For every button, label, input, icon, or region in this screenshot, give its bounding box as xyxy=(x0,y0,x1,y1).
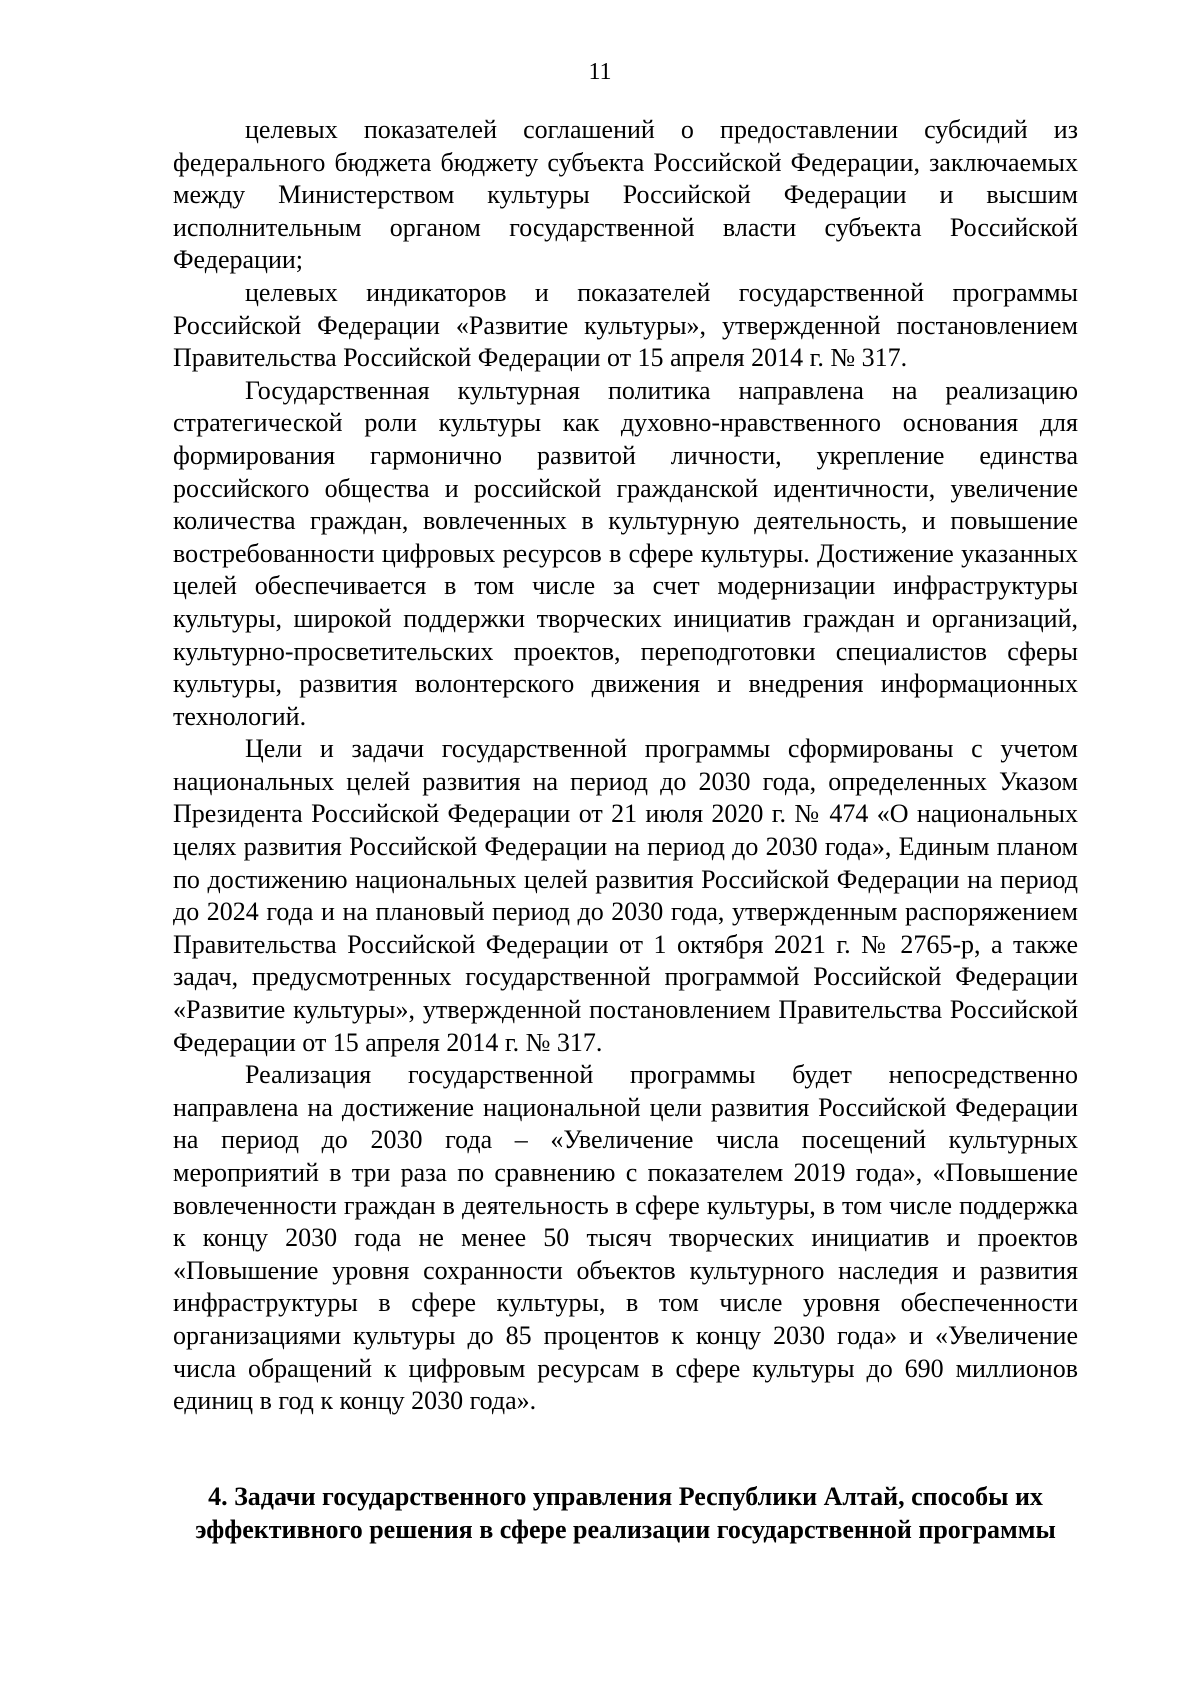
page-number: 11 xyxy=(588,59,612,85)
paragraph-program-implementation: Реализация государственной программы будет непосредственно направлена на достижение национальной цели развития Российской Федерации на период до 2030 года – «Увеличение числа посещений культурных мероприятий в три раза по сравнению с показателем 2019 года», «Повышение вовлеченности граждан в деятельность в сфере культуры, в том числе поддержка к концу 2030 года не менее 50 тысяч творческих инициатив и проектов «Повышение уровня сохранности объектов культурного наследия и развития инфраструктуры в сфере культуры, в том числе уровня обеспеченности организациями культуры до 85 процентов к концу 2030 года» и «Увеличение числа обращений к цифровым ресурсам в сфере культуры до 690 миллионов единиц в год к концу 2030 года». xyxy=(173,1060,1078,1416)
body-text xyxy=(173,114,1078,1418)
section-heading-line-2: эффективного решения в сфере реализации государственной программы xyxy=(195,1515,1056,1544)
paragraph-cultural-policy: Государственная культурная политика направлена на реализацию стратегической роли культуры как духовно-нравственного основания для формирования гармонично развитой личности, укрепление единства российского общества и российской гражданской идентичности, увеличение количества граждан, вовлеченных в культурную деятельность, и повышение востребованности цифровых ресурсов в сфере культуры. Достижение указанных целей обеспечивается в том числе за счет модернизации инфраструктуры культуры, широкой поддержки творческих инициатив граждан и организаций, культурно-просветительских проектов, переподготовки специалистов сферы культуры, развития волонтерского движения и внедрения информационных технологий. xyxy=(173,375,1078,731)
section-heading-line-1: 4. Задачи государственного управления Республики Алтай, способы их xyxy=(208,1482,1043,1511)
paragraph-program-goals: Цели и задачи государственной программы сформированы с учетом национальных целей развития на период до 2030 года, определенных Указом Президента Российской Федерации от 21 июля 2020 г. № 474 «О национальных целях развития Российской Федерации на период до 2030 года», Единым планом по достижению национальных целей развития Российской Федерации на период до 2024 года и на плановый период до 2030 года, утвержденным распоряжением Правительства Российской Федерации от 1 октября 2021 г. № 2765-р, а также задач, предусмотренных государственной программой Российской Федерации «Развитие культуры», утвержденной постановлением Правительства Российской Федерации от 15 апреля 2014 г. № 317. xyxy=(173,734,1078,1057)
paragraph-subsidy-agreements: целевых показателей соглашений о предоставлении субсидий из федерального бюджета бюджету субъекта Российской Федерации, заключаемых между Министерством культуры Российской Федерации и высшим исполнительным органом государственной власти субъекта Российской Федерации; xyxy=(173,115,1078,275)
section-heading xyxy=(173,1480,1078,1546)
paragraph-target-indicators: целевых индикаторов и показателей государственной программы Российской Федерации «Развитие культуры», утвержденной постановлением Правительства Российской Федерации от 15 апреля 2014 г. № 317. xyxy=(173,277,1078,373)
